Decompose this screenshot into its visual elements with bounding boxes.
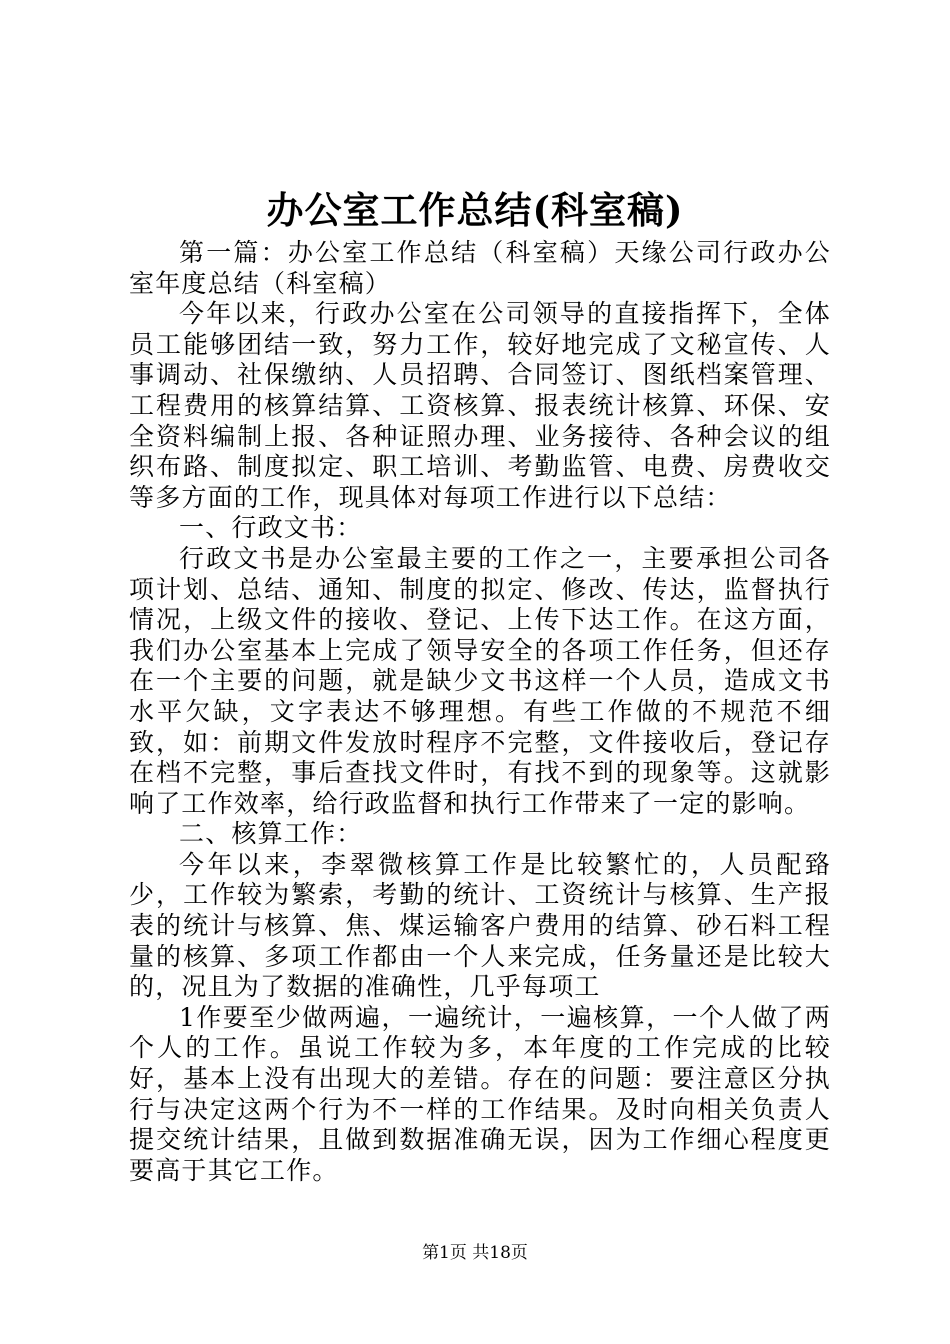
paragraph-admin-docs: 行政文书是办公室最主要的工作之一，主要承担公司各项计划、总结、通知、制度的拟定、修改、传达，监督执行情况，上级文件的接收、登记、上传下达工作。在这方面，我们办公室基本上完成了领导安全的各项工作任务，但还存在一个主要的问题，就是缺少文书这样一个人员，造成文书水平欠缺，文字表达不够理想。有些工作做的不规范不细致，如：前期文件发放时程序不完整，文件接收后，登记存在档不完整，事后查找文件时，有找不到的现象等。这就影响了工作效率，给行政监督和执行工作带来了一定的影响。 [129, 543, 831, 818]
section-heading-accounting: 二、核算工作： [179, 819, 363, 849]
paragraph-accounting: 今年以来，李翠微核算工作是比较繁忙的，人员配臵少，工作较为繁索，考勤的统计、工资统计与核算、生产报表的统计与核算、焦、煤运输客户费用的结算、砂石料工程量的核算、多项工作都由一个人来完成，任务量还是比较大的，况且为了数据的准确性，几乎每项工 [129, 849, 831, 1002]
paragraph-heading-line: 第一篇：办公室工作总结（科室稿）天缘公司行政办公室年度总结（科室稿） [129, 238, 831, 298]
page-number-footer: 第1页 共18页 [422, 1243, 528, 1263]
document-body [129, 238, 831, 1186]
section-heading-admin-docs: 一、行政文书： [179, 513, 363, 543]
paragraph-accounting-continued: 1作要至少做两遍，一遍统计，一遍核算，一个人做了两个人的工作。虽说工作较为多，本年度的工作完成的比较好，基本上没有出现大的差错。存在的问题：要注意区分执行与决定这两个行为不一样的工作结果。及时向相关负责人提交统计结果，且做到数据准确无误，因为工作细心程度更要高于其它工作。 [129, 1002, 831, 1185]
paragraph-intro: 今年以来，行政办公室在公司领导的直接指挥下，全体员工能够团结一致，努力工作，较好地完成了文秘宣传、人事调动、社保缴纳、人员招聘、合同签订、图纸档案管理、工程费用的核算结算、工资核算、报表统计核算、环保、安全资料编制上报、各种证照办理、业务接待、各种会议的组织布路、制度拟定、职工培训、考勤监管、电费、房费收交等多方面的工作，现具体对每项工作进行以下总结： [129, 299, 831, 512]
document-title: 办公室工作总结(科室稿) [266, 188, 684, 232]
